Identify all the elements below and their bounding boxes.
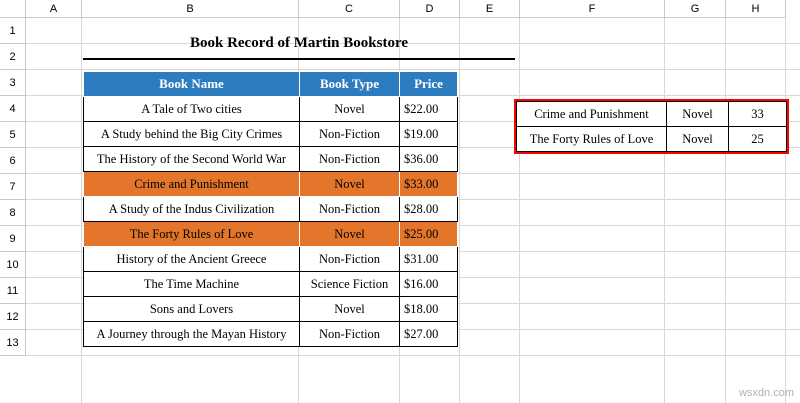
select-all-corner[interactable]	[0, 0, 26, 18]
cell-book-name[interactable]: A Study behind the Big City Crimes	[84, 122, 300, 147]
column-header-h[interactable]: H	[726, 0, 786, 18]
page-title: Book Record of Martin Bookstore	[83, 28, 515, 60]
row-header-1[interactable]: 1	[0, 18, 26, 44]
cell-price[interactable]: $33.00	[400, 172, 458, 197]
row-header-7[interactable]: 7	[0, 174, 26, 200]
cell-price[interactable]: $27.00	[400, 322, 458, 347]
cell-book-name[interactable]: A Tale of Two cities	[84, 97, 300, 122]
cell-price[interactable]: $28.00	[400, 197, 458, 222]
table-header-row	[84, 72, 458, 97]
column-header-book-name: Book Name	[84, 72, 300, 97]
table-row	[84, 322, 458, 347]
row-header-9[interactable]: 9	[0, 226, 26, 252]
column-header-book-type: Book Type	[300, 72, 400, 97]
cell-book-name[interactable]: History of the Ancient Greece	[84, 247, 300, 272]
result-table	[516, 101, 787, 152]
row-header-10[interactable]: 10	[0, 252, 26, 278]
cell-book-type[interactable]: Non-Fiction	[300, 197, 400, 222]
row-header-4[interactable]: 4	[0, 96, 26, 122]
result-cell-count[interactable]: 33	[729, 102, 787, 127]
result-cell-book-name[interactable]: Crime and Punishment	[517, 102, 667, 127]
cell-price[interactable]: $22.00	[400, 97, 458, 122]
result-highlight-box	[514, 99, 789, 154]
table-row	[84, 222, 458, 247]
cell-price[interactable]: $36.00	[400, 147, 458, 172]
cell-book-type[interactable]: Non-Fiction	[300, 122, 400, 147]
cell-book-type[interactable]: Non-Fiction	[300, 322, 400, 347]
cell-book-type[interactable]: Novel	[300, 297, 400, 322]
cell-book-name[interactable]: Sons and Lovers	[84, 297, 300, 322]
cell-book-type[interactable]: Novel	[300, 97, 400, 122]
cell-price[interactable]: $25.00	[400, 222, 458, 247]
table-row	[84, 147, 458, 172]
cell-price[interactable]: $16.00	[400, 272, 458, 297]
table-row	[84, 172, 458, 197]
row-header-3[interactable]: 3	[0, 70, 26, 96]
column-header-e[interactable]: E	[460, 0, 520, 18]
cell-book-name[interactable]: Crime and Punishment	[84, 172, 300, 197]
column-header-b[interactable]: B	[82, 0, 299, 18]
column-header-g[interactable]: G	[665, 0, 726, 18]
row-header-2[interactable]: 2	[0, 44, 26, 70]
cell-book-type[interactable]: Non-Fiction	[300, 147, 400, 172]
result-cell-book-type[interactable]: Novel	[667, 102, 729, 127]
row-header-column	[0, 18, 26, 356]
table-row	[84, 122, 458, 147]
row-header-13[interactable]: 13	[0, 330, 26, 356]
result-cell-book-name[interactable]: The Forty Rules of Love	[517, 127, 667, 152]
table-row	[84, 272, 458, 297]
cell-book-type[interactable]: Non-Fiction	[300, 247, 400, 272]
cell-book-name[interactable]: The History of the Second World War	[84, 147, 300, 172]
result-row	[517, 102, 787, 127]
column-header-price: Price	[400, 72, 458, 97]
cell-book-name[interactable]: A Study of the Indus Civilization	[84, 197, 300, 222]
book-record-table	[83, 71, 458, 347]
row-header-6[interactable]: 6	[0, 148, 26, 174]
column-header-d[interactable]: D	[400, 0, 460, 18]
result-cell-count[interactable]: 25	[729, 127, 787, 152]
result-row	[517, 127, 787, 152]
cell-book-name[interactable]: The Time Machine	[84, 272, 300, 297]
column-header-f[interactable]: F	[520, 0, 665, 18]
cell-book-name[interactable]: The Forty Rules of Love	[84, 222, 300, 247]
cell-price[interactable]: $31.00	[400, 247, 458, 272]
cell-price[interactable]: $19.00	[400, 122, 458, 147]
cell-book-type[interactable]: Novel	[300, 172, 400, 197]
row-header-11[interactable]: 11	[0, 278, 26, 304]
cell-book-type[interactable]: Novel	[300, 222, 400, 247]
column-header-a[interactable]: A	[26, 0, 82, 18]
result-cell-book-type[interactable]: Novel	[667, 127, 729, 152]
row-header-8[interactable]: 8	[0, 200, 26, 226]
table-row	[84, 297, 458, 322]
cell-price[interactable]: $18.00	[400, 297, 458, 322]
row-header-5[interactable]: 5	[0, 122, 26, 148]
cell-book-type[interactable]: Science Fiction	[300, 272, 400, 297]
cell-book-name[interactable]: A Journey through the Mayan History	[84, 322, 300, 347]
table-row	[84, 97, 458, 122]
row-header-12[interactable]: 12	[0, 304, 26, 330]
column-header-row	[0, 0, 800, 18]
table-row	[84, 247, 458, 272]
table-row	[84, 197, 458, 222]
column-header-c[interactable]: C	[299, 0, 400, 18]
watermark-text: wsxdn.com	[738, 387, 794, 399]
